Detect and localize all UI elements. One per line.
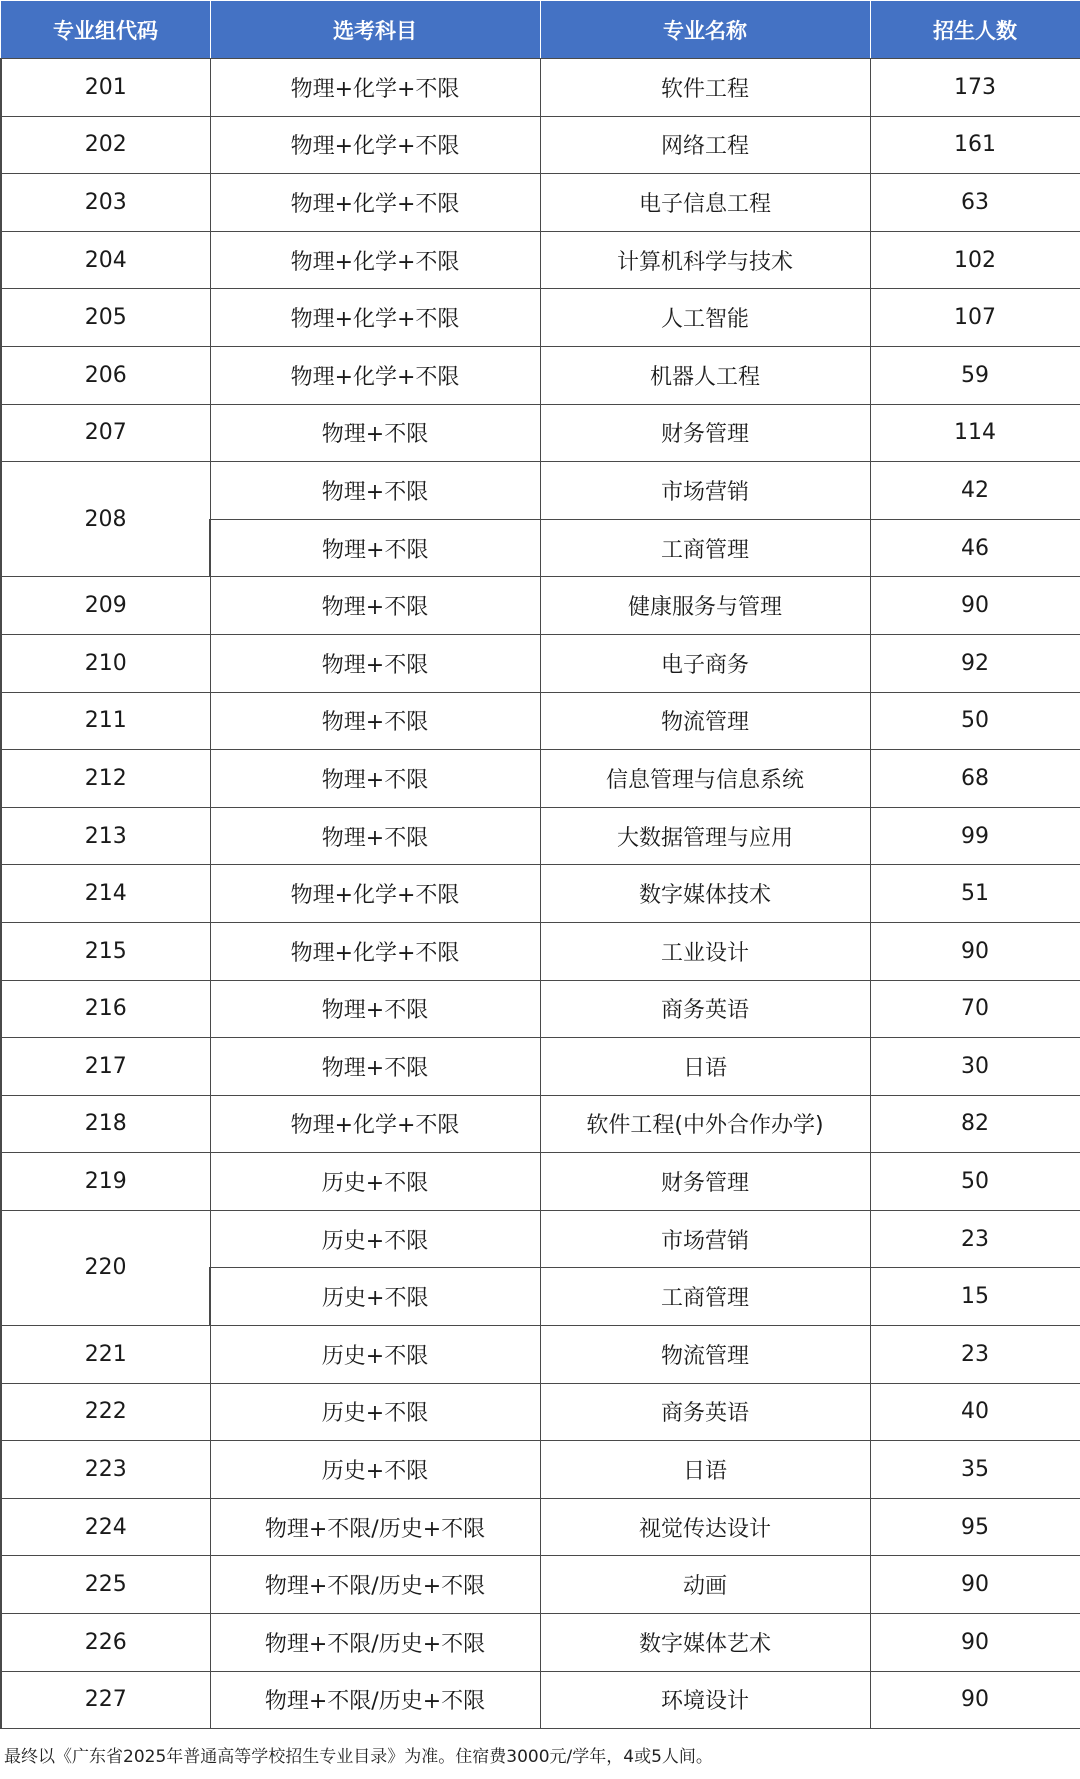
group-code-cell: 215 (1, 922, 210, 980)
table-body (1, 59, 1080, 1729)
subjects-cell: 历史+不限 (210, 1326, 540, 1384)
table-row (1, 59, 1080, 117)
table-row (1, 1383, 1080, 1441)
enrollment-count-cell: 107 (870, 289, 1080, 347)
enrollment-count-cell: 63 (870, 174, 1080, 232)
group-code-cell: 218 (1, 1095, 210, 1153)
group-code-cell: 212 (1, 750, 210, 808)
table-row (1, 1498, 1080, 1556)
major-name-cell: 物流管理 (540, 1326, 870, 1384)
group-code-cell: 209 (1, 577, 210, 635)
subjects-cell: 物理+不限 (210, 577, 540, 635)
table-row (1, 231, 1080, 289)
major-name-cell: 计算机科学与技术 (540, 231, 870, 289)
group-code-cell: 207 (1, 404, 210, 462)
major-name-cell: 健康服务与管理 (540, 577, 870, 635)
group-code-cell: 202 (1, 116, 210, 174)
enrollment-count-cell: 40 (870, 1383, 1080, 1441)
header-enrollment-count: 招生人数 (870, 1, 1080, 59)
group-code-cell: 217 (1, 1038, 210, 1096)
major-name-cell: 人工智能 (540, 289, 870, 347)
group-code-cell: 220 (1, 1210, 210, 1325)
table-row (1, 692, 1080, 750)
enrollment-count-cell: 99 (870, 807, 1080, 865)
enrollment-count-cell: 59 (870, 346, 1080, 404)
major-name-cell: 大数据管理与应用 (540, 807, 870, 865)
table-row (1, 577, 1080, 635)
subjects-cell: 物理+化学+不限 (210, 174, 540, 232)
group-code-cell: 213 (1, 807, 210, 865)
subjects-cell: 物理+不限/历史+不限 (210, 1614, 540, 1672)
enrollment-count-cell: 35 (870, 1441, 1080, 1499)
table-row (1, 346, 1080, 404)
table-row (1, 750, 1080, 808)
subjects-cell: 物理+化学+不限 (210, 116, 540, 174)
table-row (1, 1614, 1080, 1672)
enrollment-count-cell: 102 (870, 231, 1080, 289)
subjects-cell: 物理+不限 (210, 980, 540, 1038)
enrollment-count-cell: 68 (870, 750, 1080, 808)
header-major-name: 专业名称 (540, 1, 870, 59)
major-name-cell: 信息管理与信息系统 (540, 750, 870, 808)
major-name-cell: 软件工程 (540, 59, 870, 117)
group-code-cell: 227 (1, 1671, 210, 1729)
group-code-cell: 226 (1, 1614, 210, 1672)
enrollment-count-cell: 92 (870, 634, 1080, 692)
subjects-cell: 物理+不限/历史+不限 (210, 1671, 540, 1729)
header-row (1, 1, 1080, 59)
major-name-cell: 商务英语 (540, 980, 870, 1038)
table-row (1, 1153, 1080, 1211)
subjects-cell: 物理+不限 (210, 1038, 540, 1096)
enrollment-count-cell: 46 (870, 519, 1080, 577)
subjects-cell: 物理+化学+不限 (210, 346, 540, 404)
subjects-cell: 历史+不限 (210, 1153, 540, 1211)
enrollment-count-cell: 15 (870, 1268, 1080, 1326)
subjects-cell: 历史+不限 (210, 1441, 540, 1499)
major-name-cell: 工商管理 (540, 519, 870, 577)
table-row (1, 922, 1080, 980)
group-code-cell: 225 (1, 1556, 210, 1614)
subjects-cell: 物理+化学+不限 (210, 922, 540, 980)
table-row (1, 174, 1080, 232)
group-code-cell: 210 (1, 634, 210, 692)
table-row (1, 807, 1080, 865)
enrollment-count-cell: 50 (870, 692, 1080, 750)
subjects-cell: 历史+不限 (210, 1383, 540, 1441)
subjects-cell: 物理+不限 (210, 692, 540, 750)
table-row (1, 1556, 1080, 1614)
group-code-cell: 221 (1, 1326, 210, 1384)
header-subjects: 选考科目 (210, 1, 540, 59)
group-code-cell: 205 (1, 289, 210, 347)
subjects-cell: 物理+不限 (210, 462, 540, 520)
enrollment-count-cell: 95 (870, 1498, 1080, 1556)
enrollment-count-cell: 23 (870, 1210, 1080, 1268)
group-code-cell: 224 (1, 1498, 210, 1556)
enrollment-count-cell: 90 (870, 922, 1080, 980)
group-code-cell: 206 (1, 346, 210, 404)
group-code-cell: 204 (1, 231, 210, 289)
major-name-cell: 机器人工程 (540, 346, 870, 404)
major-name-cell: 财务管理 (540, 404, 870, 462)
enrollment-count-cell: 90 (870, 1671, 1080, 1729)
subjects-cell: 物理+不限 (210, 519, 540, 577)
table-row (1, 980, 1080, 1038)
major-name-cell: 市场营销 (540, 1210, 870, 1268)
enrollment-count-cell: 90 (870, 577, 1080, 635)
enrollment-count-cell: 42 (870, 462, 1080, 520)
major-name-cell: 财务管理 (540, 1153, 870, 1211)
subjects-cell: 物理+不限/历史+不限 (210, 1498, 540, 1556)
major-name-cell: 电子信息工程 (540, 174, 870, 232)
major-name-cell: 数字媒体技术 (540, 865, 870, 923)
group-code-cell: 201 (1, 59, 210, 117)
major-name-cell: 日语 (540, 1441, 870, 1499)
subjects-cell: 物理+化学+不限 (210, 231, 540, 289)
major-name-cell: 电子商务 (540, 634, 870, 692)
subjects-cell: 物理+不限 (210, 404, 540, 462)
subjects-cell: 历史+不限 (210, 1210, 540, 1268)
group-code-cell: 216 (1, 980, 210, 1038)
table-row (1, 1038, 1080, 1096)
major-name-cell: 市场营销 (540, 462, 870, 520)
subjects-cell: 物理+不限 (210, 750, 540, 808)
major-name-cell: 软件工程(中外合作办学) (540, 1095, 870, 1153)
group-code-cell: 223 (1, 1441, 210, 1499)
major-name-cell: 动画 (540, 1556, 870, 1614)
major-name-cell: 日语 (540, 1038, 870, 1096)
table-row (1, 1210, 1080, 1268)
enrollment-count-cell: 161 (870, 116, 1080, 174)
table-row (1, 634, 1080, 692)
major-name-cell: 环境设计 (540, 1671, 870, 1729)
group-code-cell: 208 (1, 462, 210, 577)
table-row (1, 865, 1080, 923)
enrollment-count-cell: 30 (870, 1038, 1080, 1096)
footnote: 最终以《广东省2025年普通高等学校招生专业目录》为准。住宿费3000元/学年，4或5人间。 (4, 1747, 713, 1767)
header-group-code: 专业组代码 (1, 1, 210, 59)
subjects-cell: 物理+化学+不限 (210, 1095, 540, 1153)
major-name-cell: 商务英语 (540, 1383, 870, 1441)
major-name-cell: 物流管理 (540, 692, 870, 750)
table-row (1, 1326, 1080, 1384)
table-row (1, 1441, 1080, 1499)
major-name-cell: 工商管理 (540, 1268, 870, 1326)
enrollment-count-cell: 70 (870, 980, 1080, 1038)
major-name-cell: 数字媒体艺术 (540, 1614, 870, 1672)
enrollment-count-cell: 173 (870, 59, 1080, 117)
enrollment-count-cell: 90 (870, 1614, 1080, 1672)
enrollment-count-cell: 51 (870, 865, 1080, 923)
group-code-cell: 219 (1, 1153, 210, 1211)
major-name-cell: 工业设计 (540, 922, 870, 980)
subjects-cell: 物理+化学+不限 (210, 59, 540, 117)
subjects-cell: 历史+不限 (210, 1268, 540, 1326)
subjects-cell: 物理+化学+不限 (210, 865, 540, 923)
enrollment-count-cell: 114 (870, 404, 1080, 462)
table-row (1, 404, 1080, 462)
subjects-cell: 物理+不限 (210, 634, 540, 692)
enrollment-count-cell: 82 (870, 1095, 1080, 1153)
enrollment-count-cell: 50 (870, 1153, 1080, 1211)
major-name-cell: 网络工程 (540, 116, 870, 174)
table-row (1, 1671, 1080, 1729)
group-code-cell: 214 (1, 865, 210, 923)
subjects-cell: 物理+不限 (210, 807, 540, 865)
table-row (1, 289, 1080, 347)
subjects-cell: 物理+化学+不限 (210, 289, 540, 347)
major-name-cell: 视觉传达设计 (540, 1498, 870, 1556)
enrollment-count-cell: 90 (870, 1556, 1080, 1614)
enrollment-count-cell: 23 (870, 1326, 1080, 1384)
group-code-cell: 211 (1, 692, 210, 750)
group-code-cell: 222 (1, 1383, 210, 1441)
table-row (1, 462, 1080, 520)
group-code-cell: 203 (1, 174, 210, 232)
table-row (1, 116, 1080, 174)
table-row (1, 1095, 1080, 1153)
subjects-cell: 物理+不限/历史+不限 (210, 1556, 540, 1614)
